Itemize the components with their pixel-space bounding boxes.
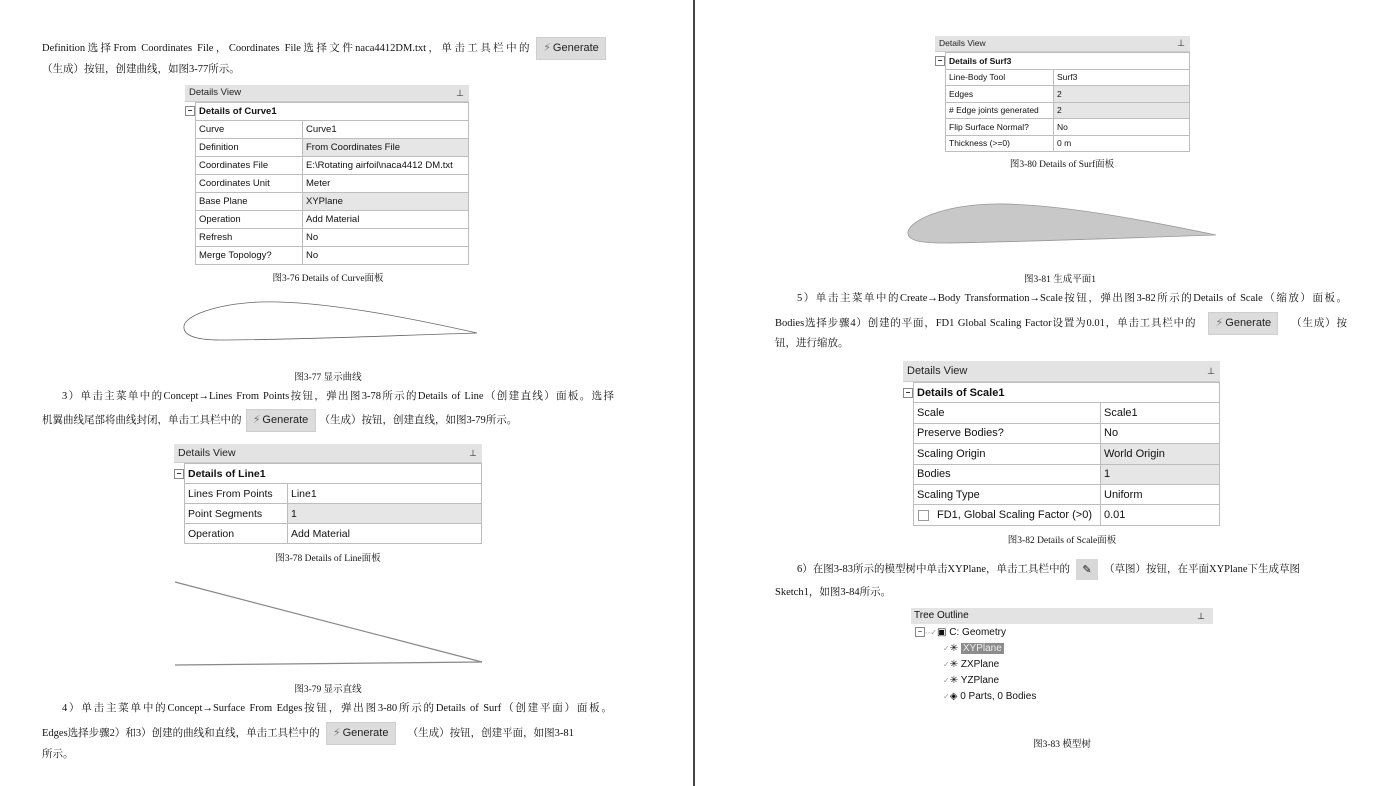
property-name: Scaling Origin [914,444,1101,464]
tree-node-parts[interactable] [943,690,1036,704]
plane-icon: ✳ [949,675,959,686]
details-table [185,102,469,265]
details-row [903,484,1220,504]
paragraph-1-line-2: （生成）按钮，创建曲线，如图3-77所示。 [42,64,240,75]
figure-caption-3-76: 图3-76 Details of Curve面板 [272,274,384,284]
collapse-icon[interactable]: − [185,106,195,116]
figure-caption-3-81: 图3-81 生成平面1 [1023,275,1097,285]
property-value[interactable]: Uniform [1101,484,1220,504]
details-of-curve-panel [185,85,469,265]
property-name: Coordinates Unit [196,175,303,193]
figure-caption-3-79: 图3-79 显示直线 [294,685,362,695]
collapse-icon[interactable]: − [903,388,913,398]
generate-label: Generate [262,414,309,426]
sketch-icon: ✎ [1076,559,1098,580]
details-row [185,211,469,229]
property-value[interactable]: 0.01 [1101,505,1220,525]
paragraph-3-line-1: 3）单击主菜单中的Concept→Lines From Points按钮，弹出图3-78所示的Details of Line（创建直线）面板。选择 [62,391,614,402]
property-value[interactable]: No [303,229,469,247]
paragraph-4-line-1: 4）单击主菜单中的Concept→Surface From Edges按钮，弹出图3-80所示的Details of Surf（创建平面）面板。 [62,703,612,714]
details-of-line-panel [174,444,482,544]
geometry-icon: ▣ [937,627,947,638]
property-value[interactable]: XYPlane [303,193,469,211]
paragraph-5-line-1: 5）单击主菜单中的Create→Body Transformation→Scale按钮，弹出图3-82所示的Details of Scale（缩放）面板。 [797,293,1347,304]
lightning-icon: ⚡ [543,42,551,54]
figure-caption-3-83: 图3-83 模型树 [1033,740,1091,750]
property-value[interactable]: 1 [1101,464,1220,484]
details-row [185,157,469,175]
collapse-icon[interactable]: − [174,469,184,479]
property-name: Line-Body Tool [946,69,1054,86]
text: （生成）按钮，创建直线，如图3-79所示。 [319,414,518,426]
text: （生成）按钮，创建平面，如图3-81 [407,727,574,739]
pin-icon[interactable]: ⊥ [1207,366,1215,376]
details-row [903,444,1220,464]
tree-node-label: C: Geometry [949,627,1006,638]
text: 机翼曲线尾部将曲线封闭，单击工具栏中的 [42,414,242,426]
property-name: Preserve Bodies? [914,423,1101,443]
figure-caption-3-80: 图3-80 Details of Surf面板 [1009,160,1115,170]
paragraph-3-line-2 [42,409,517,432]
trailing-line [175,582,482,662]
details-row [903,403,1220,423]
details-row [935,119,1190,136]
plane-icon: ✳ [949,659,959,670]
property-name: Scaling Type [914,484,1101,504]
details-view-title: Details View [939,38,986,48]
text: （生成）按 [1290,317,1347,329]
property-name: Bodies [914,464,1101,484]
paragraph-5-line-3: 钮，进行缩放。 [775,338,849,349]
details-group-title: Details of Surf3 [946,53,1190,70]
airfoil-surface-figure [904,200,1220,248]
plane-icon: ✳ [949,643,959,654]
tree-node-xyplane[interactable] [943,642,1004,656]
figure-caption-3-77: 图3-77 显示曲线 [294,373,362,383]
details-row [174,484,482,504]
property-name: Coordinates File [196,157,303,175]
details-row [185,193,469,211]
property-name: Scale [914,403,1101,423]
check-icon: ··✓ [925,628,938,637]
figure-caption-3-82: 图3-82 Details of Scale面板 [1007,536,1117,546]
generate-button [246,409,316,432]
details-row [903,464,1220,484]
tree-node-zxplane[interactable] [943,658,999,672]
details-row [174,504,482,524]
airfoil-outline [184,302,477,340]
pin-icon[interactable]: ⊥ [1177,38,1185,48]
check-icon: ✓ [943,692,950,701]
property-value[interactable]: 1 [288,504,482,524]
details-row [185,139,469,157]
pin-icon[interactable]: ⊥ [469,448,477,458]
bottom-line [175,662,482,665]
page-divider [693,0,695,786]
paragraph-4-line-3: 所示。 [42,749,74,760]
tree-node-label: XYPlane [962,643,1002,654]
details-row [903,423,1220,443]
property-label: FD1, Global Scaling Factor (>0) [937,509,1092,522]
airfoil-curve-figure [180,296,482,346]
property-name: Merge Topology? [196,247,303,265]
details-group-header[interactable] [185,103,469,121]
details-group-header[interactable] [903,383,1220,403]
details-row [935,69,1190,86]
details-of-scale-panel [903,361,1220,526]
property-value[interactable]: Surf3 [1054,69,1190,86]
property-name: Definition [196,139,303,157]
property-name: Operation [185,524,288,544]
paragraph-5-line-2 [775,312,1347,335]
tree-node-label: 0 Parts, 0 Bodies [960,691,1037,702]
details-group-title: Details of Line1 [185,464,482,484]
property-name: Curve [196,121,303,139]
generate-label: Generate [342,727,389,739]
tree-node-label: ZXPlane [960,659,1000,670]
details-table [935,52,1190,152]
lightning-icon: ⚡ [252,414,261,426]
property-value[interactable]: 0 m [1054,135,1190,152]
tree-outline-title: Tree Outline [914,610,969,621]
details-view-header [185,85,469,102]
generate-button [326,722,396,745]
details-row [185,229,469,247]
details-table [903,382,1220,526]
collapse-icon[interactable]: − [935,56,945,66]
paragraph-1-line-1 [42,37,610,60]
property-value[interactable]: World Origin [1101,444,1220,464]
check-icon: ✓ [943,644,950,653]
check-icon: ✓ [943,676,950,685]
tree-outline-panel [911,608,1213,728]
details-view-header [935,36,1190,52]
property-name: Point Segments [185,504,288,524]
paragraph-6-line-1 [797,559,1300,580]
property-name [914,505,1101,525]
pin-icon[interactable]: ⊥ [456,88,464,98]
details-row [185,247,469,265]
tree-outline-header [911,608,1213,624]
parameter-checkbox[interactable] [918,510,929,521]
property-value[interactable]: Line1 [288,484,482,504]
details-row [935,102,1190,119]
airfoil-surface [908,204,1216,243]
check-icon: ✓ [943,660,950,669]
details-of-surf-panel [935,36,1190,152]
parts-icon: ◈ [949,691,958,702]
details-row [174,524,482,544]
details-row [903,505,1220,525]
collapse-icon[interactable]: − [915,627,925,637]
text: （草图）按钮，在平面XYPlane下生成草图 [1104,563,1300,575]
details-view-title: Details View [178,447,236,459]
property-value[interactable]: From Coordinates File [303,139,469,157]
text: Edges选择步骤2）和3）创建的曲线和直线，单击工具栏中的 [42,727,320,739]
property-value[interactable]: Add Material [303,211,469,229]
property-name: Refresh [196,229,303,247]
property-value[interactable]: No [1054,119,1190,136]
property-value[interactable]: Curve1 [303,121,469,139]
paragraph-6-line-2: Sketch1，如图3-84所示。 [775,587,892,598]
details-row [935,86,1190,103]
paragraph-4-line-2 [42,722,574,745]
property-value[interactable]: No [303,247,469,265]
generate-button [1208,312,1278,335]
details-row [185,175,469,193]
property-value[interactable]: No [1101,423,1220,443]
property-value[interactable]: E:\Rotating airfoil\naca4412 DM.txt [303,157,469,175]
details-group-header[interactable] [174,464,482,484]
tree-node-geometry[interactable] [915,626,1006,640]
text: Bodies选择步骤4）创建的平面，FD1 Global Scaling Factor设置为0.01，单击工具栏中的 [775,317,1197,329]
property-name: Thickness (>=0) [946,135,1054,152]
details-group-title: Details of Scale1 [914,383,1220,403]
details-group-title: Details of Curve1 [196,103,469,121]
property-value[interactable]: Meter [303,175,469,193]
details-table [174,463,482,544]
property-name: Lines From Points [185,484,288,504]
details-view-header [174,444,482,463]
tree-node-yzplane[interactable] [943,674,999,688]
generate-button [536,37,606,60]
property-value[interactable]: Add Material [288,524,482,544]
details-view-title: Details View [907,365,968,377]
details-view-title: Details View [189,87,242,98]
property-name: Flip Surface Normal? [946,119,1054,136]
property-name: # Edge joints generated [946,102,1054,119]
property-name: Edges [946,86,1054,103]
text: Definition选择From Coordinates File，Coordinates File选择文件naca4412DM.txt，单击工具栏中的 [42,42,532,54]
generate-label: Generate [552,42,599,54]
figure-caption-3-78: 图3-78 Details of Line面板 [275,554,381,564]
lightning-icon: ⚡ [1215,317,1224,329]
details-group-header[interactable] [935,53,1190,70]
details-view-header [903,361,1220,382]
details-row [935,135,1190,152]
pin-icon[interactable]: ⊥ [1197,611,1205,621]
property-value[interactable]: 2 [1054,86,1190,103]
property-value[interactable]: 2 [1054,102,1190,119]
property-name: Base Plane [196,193,303,211]
details-row [185,121,469,139]
closing-line-figure [172,578,486,670]
lightning-icon: ⚡ [332,727,341,739]
generate-label: Generate [1225,317,1272,329]
property-value[interactable]: Scale1 [1101,403,1220,423]
tree-node-label: YZPlane [960,675,1000,686]
text: 6）在图3-83所示的模型树中单击XYPlane，单击工具栏中的 [797,563,1070,575]
property-name: Operation [196,211,303,229]
